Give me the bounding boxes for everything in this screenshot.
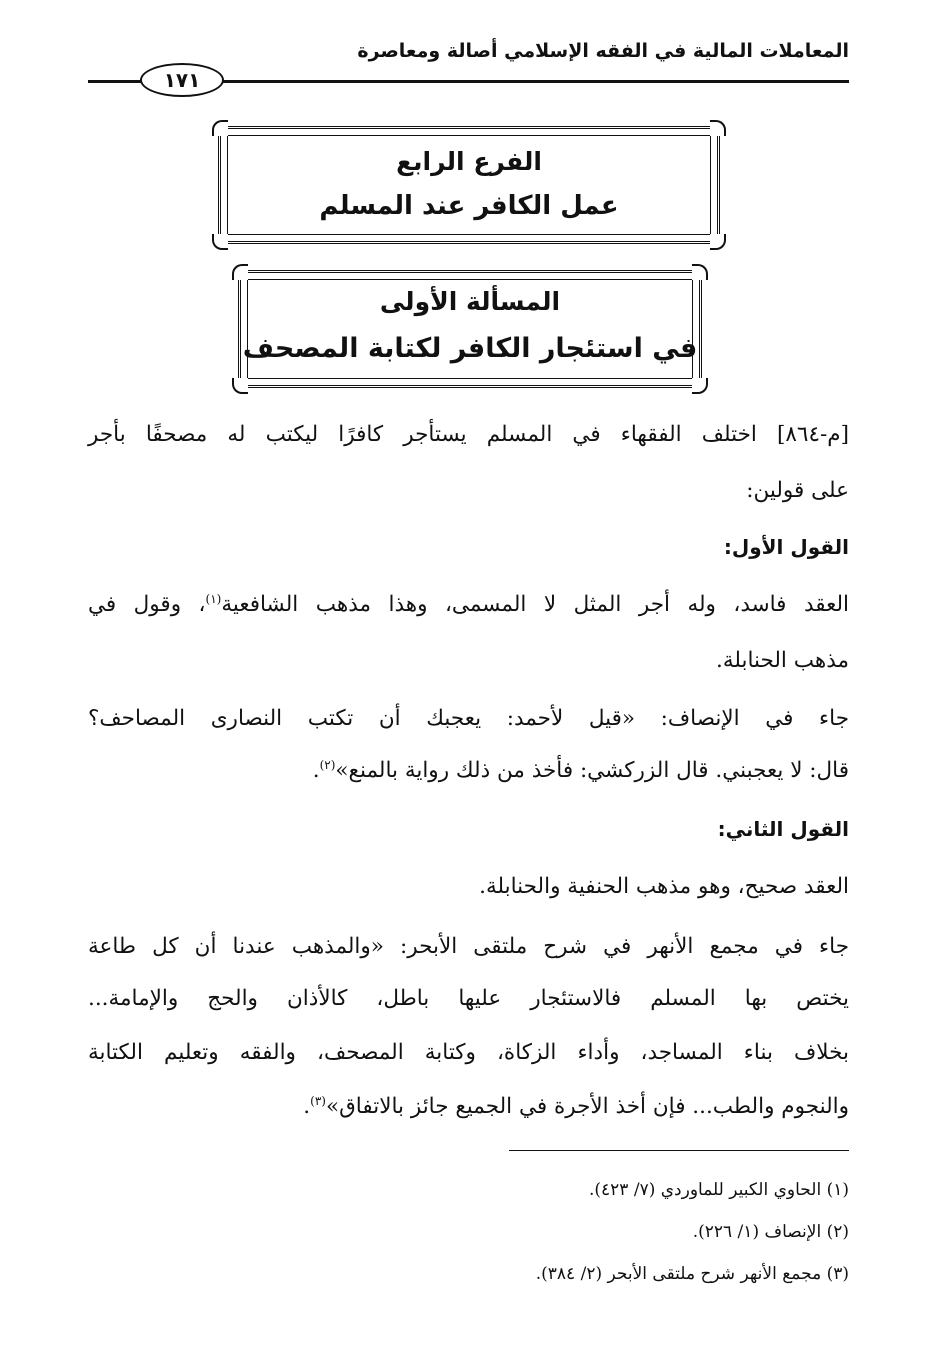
line-text: . [303, 1094, 311, 1119]
paragraph-line [303, 1092, 849, 1122]
paragraph-line [313, 756, 849, 786]
footnote-ref: (٢) [319, 757, 336, 772]
frame-corner-ornament [692, 264, 708, 280]
frame-corner-ornament [232, 264, 248, 280]
line-text: والنجوم والطب... فإن أخذ الأجرة في الجميع جائز بالاتفاق» [325, 1094, 849, 1119]
footnote-separator [509, 1150, 849, 1151]
line-text: . [312, 758, 320, 783]
issue-title-box [238, 270, 702, 388]
paragraph-line: جاء في مجمع الأنهر في شرح ملتقى الأبحر: «والمذهب عندنا أن كل طاعة [88, 934, 849, 959]
frame-corner-ornament [212, 120, 228, 136]
section-title-box [218, 126, 720, 244]
footnote: (٢) الإنصاف (١/ ٢٢٦). [692, 1222, 849, 1242]
footnote-ref: (٣) [310, 1093, 326, 1108]
paragraph-line: يختص بها المسلم فالاستئجار عليها باطل، كالأذان والحج والإمامة... [88, 986, 849, 1011]
frame-corner-ornament [710, 120, 726, 136]
opinion-heading: القول الأول: [723, 535, 849, 559]
issue-title: المسألة الأولى [379, 287, 561, 316]
frame-corner-ornament [212, 234, 228, 250]
paragraph-line: جاء في الإنصاف: «قيل لأحمد: يعجبك أن تكتب النصارى المصاحف؟ [88, 706, 849, 731]
paragraph-line: [م-٨٦٤] اختلف الفقهاء في المسلم يستأجر كافرًا ليكتب له مصحفًا بأجر [88, 422, 849, 447]
line-text: العقد فاسد، وله أجر المثل لا المسمى، وهذا مذهب الشافعية [221, 592, 850, 617]
paragraph-line: بخلاف بناء المساجد، وأداء الزكاة، وكتابة المصحف، والفقه وتعليم الكتابة [88, 1040, 849, 1065]
paragraph-line [88, 590, 849, 620]
line-text: ، وقول في [88, 592, 206, 617]
paragraph-line: العقد صحيح، وهو مذهب الحنفية والحنابلة. [479, 874, 849, 899]
section-title: الفرع الرابع [396, 147, 542, 176]
footnote: (٣) مجمع الأنهر شرح ملتقى الأبحر (٢/ ٣٨٤). [535, 1264, 849, 1284]
section-subtitle: عمل الكافر عند المسلم [319, 191, 619, 221]
footnote: (١) الحاوي الكبير للماوردي (٧/ ٤٢٣). [588, 1180, 849, 1200]
paragraph-line: على قولين: [746, 478, 849, 503]
page-number: ١٧١ [140, 63, 224, 97]
footnote-ref: (١) [205, 591, 222, 606]
frame-corner-ornament [692, 378, 708, 394]
frame-corner-ornament [232, 378, 248, 394]
issue-subtitle: في استئجار الكافر لكتابة المصحف [242, 333, 698, 364]
frame-corner-ornament [710, 234, 726, 250]
paragraph-line: مذهب الحنابلة. [716, 648, 849, 673]
line-text: قال: لا يعجبني. قال الزركشي: فأخذ من ذلك رواية بالمنع» [335, 758, 849, 783]
running-title: المعاملات المالية في الفقه الإسلامي أصالة ومعاصرة [357, 40, 849, 62]
opinion-heading: القول الثاني: [717, 817, 849, 841]
